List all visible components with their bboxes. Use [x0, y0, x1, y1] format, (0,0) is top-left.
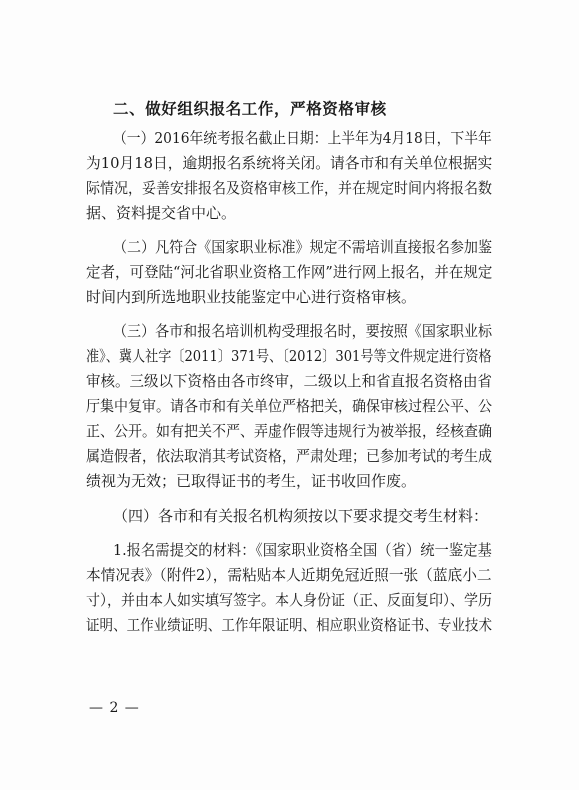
paragraph-1-line-2: 为10月18日，逾期报名系统将关闭。请各市和有关单位根据实 [86, 154, 493, 172]
paragraph-3-line-7: 绩视为无效；已取得证书的考生，证书收回作废。 [86, 472, 417, 490]
paragraph-5-line-2: 本情况表》（附件2），需粘贴本人近期免冠近照一张（蓝底小二 [86, 566, 492, 584]
paragraph-2-line-1: （二）凡符合《国家职业标准》规定不需培训直接报名参加鉴 [113, 238, 493, 256]
paragraph-3-line-5: 正、公开。如有把关不严、弄虚作假等违规行为被举报，经核查确 [86, 422, 493, 440]
paragraph-5-line-4: 证明、工作业绩证明、工作年限证明、相应职业资格证书、专业技术 [86, 616, 493, 634]
paragraph-3-line-2: 准》、冀人社字〔2011〕371号、〔2012〕301号等文件规定进行资格 [86, 347, 492, 365]
paragraph-2-line-2: 定者，可登陆“河北省职业资格工作网”进行网上报名，并在规定 [86, 263, 493, 281]
paragraph-3-line-6: 属造假者，依法取消其考试资格，严肃处理；已参加考试的考生成 [86, 447, 493, 465]
paragraph-1-line-3: 际情况，妥善安排报名及资格审核工作，并在规定时间内将报名数 [86, 179, 493, 197]
paragraph-5-line-1: 1.报名需提交的材料：《国家职业资格全国（省）统一鉴定基 [113, 541, 492, 559]
paragraph-5-line-3: 寸），并由本人如实填写签字。本人身份证（正、反面复印）、学历 [86, 591, 493, 609]
paragraph-3-line-1: （三）各市和报名培训机构受理报名时，要按照《国家职业标 [113, 322, 493, 340]
page-number: — 2 — [89, 700, 140, 716]
paragraph-2-line-3: 时间内到所选地职业技能鉴定中心进行资格审核。 [86, 288, 417, 306]
paragraph-1-line-4: 据、资料提交省中心。 [86, 204, 237, 222]
paragraph-1-line-1: （一）2016年统考报名截止日期：上半年为4月18日，下半年 [113, 129, 492, 147]
paragraph-3-line-4: 厅集中复审。请各市和有关单位严格把关，确保审核过程公平、公 [86, 397, 493, 415]
paragraph-3-line-3: 审核。三级以下资格由各市终审，二级以上和省直报名资格由省 [86, 372, 493, 390]
paragraph-4-line-1: （四）各市和有关报名机构须按以下要求提交考生材料： [113, 507, 489, 525]
section-heading: 二、做好组织报名工作，严格资格审核 [113, 100, 387, 118]
